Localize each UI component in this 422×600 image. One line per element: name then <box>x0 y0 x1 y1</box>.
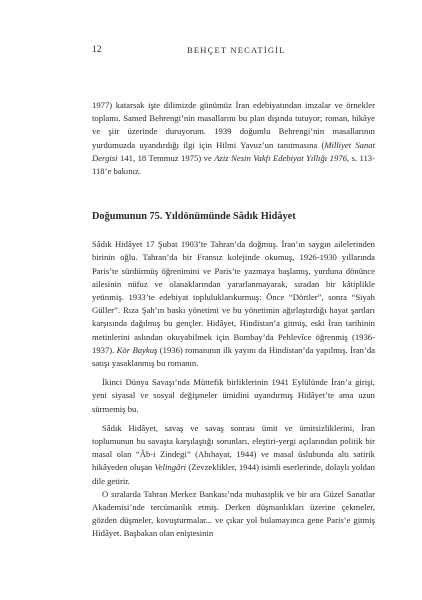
intro-text-c: , s. 113-118’e bakınız. <box>92 152 375 177</box>
yearbook-title: Aziz Nesin Vakfı Edebiyat Yıllığı 1976 <box>214 152 347 163</box>
section-heading: Doğumunun 75. Yıldönümünde Sâdık Hidâyet <box>92 211 296 223</box>
page-body <box>92 99 375 541</box>
section-paragraph-2: İkinci Dünya Savaşı’nda Müttefik birliklerinin 1941 Eylülünde İran’a girişi, yeni siyasal ve sosyal değişmeler ümidini uyandırmış Hidâyet’te ama uzun sürmemiş bu. <box>92 377 375 414</box>
page-header <box>92 45 372 59</box>
page-number: 12 <box>92 45 102 55</box>
intro-text-b: 141, 18 Temmuz 1975) ve <box>117 152 215 163</box>
section-paragraph-3 <box>92 422 375 488</box>
section-p1-text-a: Sâdık Hidâyet 17 Şubat 1903’te Tahran’da doğmuş. İran’ın saygın ailelerinden birinin oğlu. Tahran’da bir Fransız kolejinde okumuş, 1926-1930 yıllarında Paris’te sürdürmüş öğrenimini ve Paris’te yazmaya başlamış, yurduna dönünce ailesinin nüfuz ve olanaklarından yararlanmayarak, sıradan bir kâtiplikle yetinmiş. 1933’te edebiyat topluluklarıkurmuş: Önce “Dörtler”, sonra “Siyah Güller”. Rıza Şah’ın baskı yönetimi ve bu yönetimin ağırlaştırdığı hayat şartları karşısında dağılmış bu gençler. Hidâyet, Hindistan’a gitmiş, eski İran tarihinin metinlerini aslından okuyabilmek için Bombay’da Pehlevîce öğrenmiş (1936-1937). <box>92 239 375 355</box>
intro-paragraph <box>92 99 375 178</box>
novel-title: Kör Baykuş <box>116 344 158 355</box>
section-p3-text-a: Sâdık Hidâyet, savaş ve savaş sonrası ümit ve ümitsizliklerini, İran toplumunun bu savaşta karşılaştığı sorunları, eleştiri-yergi açılarından politik bir masal olan “Âb-i Zindegi” (Abıhayat, 1944) ve masal üslubunda altı satirik hikâyeden oluşan <box>92 422 375 473</box>
running-head: BEHÇET NECATİGİL <box>187 45 286 55</box>
section-p1-text-b: (1936) romanının ilk yayını da Hindistan’da yapılmış. İran’da satışı yasaklanmış bu romanın. <box>92 344 375 369</box>
intro-text-a: 1977) katarsak işte dilimizde günümüz İran edebiyatından imzalar ve örnekler toplamı. Samed Behrengi’nin masallarını bu plan dışında tutuyor; roman, hikâye ve şiir üzerinde duruyorum. 1939 doğumlu Behrengi’nin masallarının yurdumuzda uyandırdığı ilgi için Hilmi Yavuz’un tanıtmasına ( <box>92 100 375 150</box>
journal-title: Milliyet Sanat Dergisi <box>92 139 375 163</box>
book-title: Velingâri <box>154 462 187 473</box>
section-paragraph-4: O sıralarda Tahran Merkez Bankası’nda muhasiplik ve bir ara Güzel Sanatlar Akademisi’nde tercümanlık etmiş. Derken düşmanlıkları üzerine çekmeler, gözden düşmeler, kovuşturmalar... ve çıkar yol bulamayınca gene Paris’e gitmiş Hidâyet. Başbakan olan eniştesinin <box>92 488 375 539</box>
section-spacer <box>92 178 375 210</box>
section-paragraph-1 <box>92 238 375 370</box>
section-p3-text-b: (Zevzeklikler, 1944) isimli eserlerinde, dolaylı yoldan dile getirir. <box>92 462 375 486</box>
